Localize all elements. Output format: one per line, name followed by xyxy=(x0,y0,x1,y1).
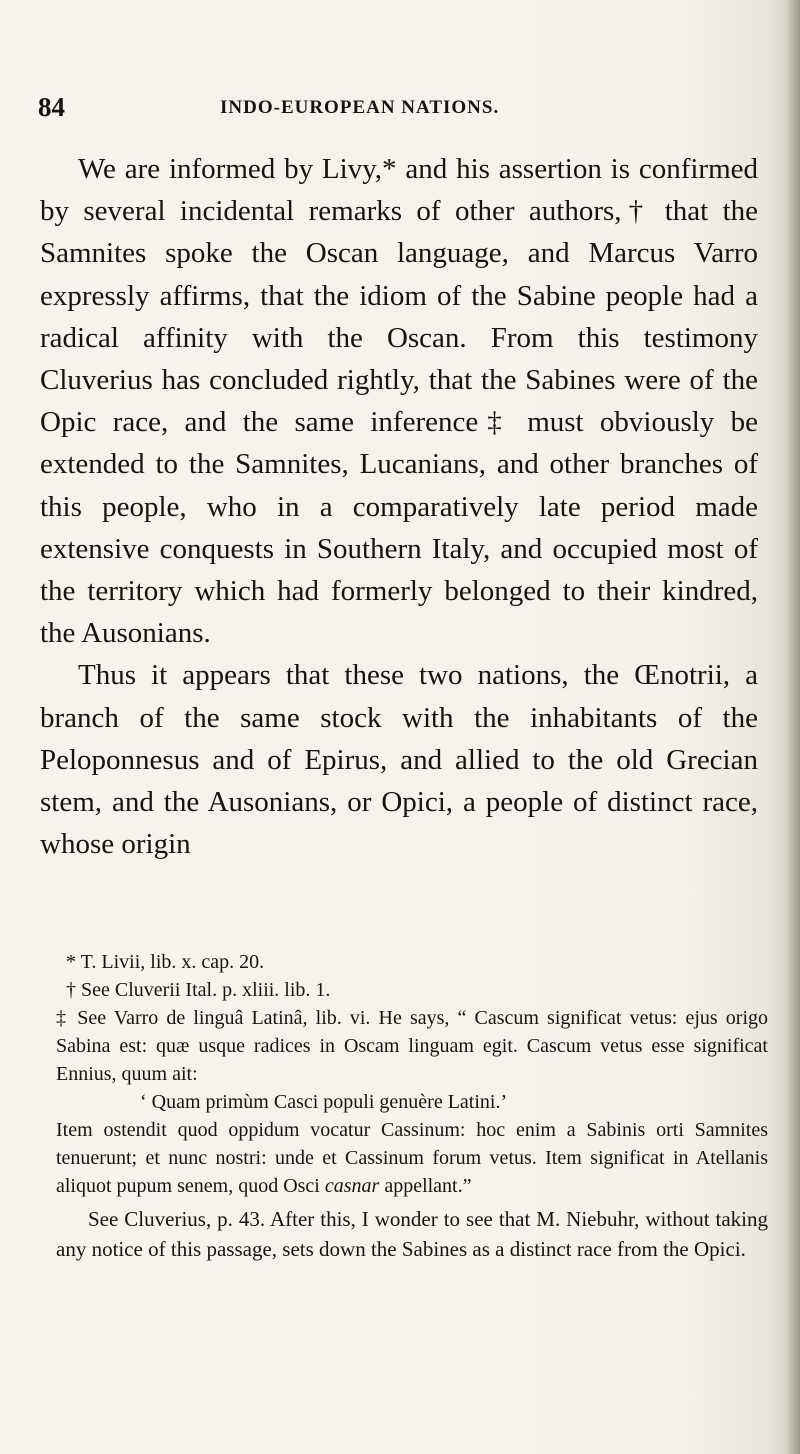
footnote-text: Item ostendit quod oppidum vocatur Cassinum: hoc enim a Sabinis orti Samnites tenuerunt; et nunc nostri: unde et Cassinum forum vetus. Item significat in Atellanis aliquot pupum senem, quod Osci xyxy=(56,1119,768,1197)
page-edge-shadow xyxy=(786,0,800,1454)
footnote-cluverius: † See Cluverii Ital. p. xliii. lib. 1. xyxy=(66,979,331,1001)
footnote-see-cluverius: See Cluverius, p. 43. After this, I wonder to see that M. Niebuhr, without taking any notice of this passage, sets down the Sabines as a distinct race from the Opici. xyxy=(56,1207,768,1261)
paragraph: We are informed by Livy,* and his assertion is confirmed by several incidental remarks of other authors,† that the Samnites spoke the Oscan language, and Marcus Varro expressly affirms, that the idiom of the Sabine people had a radical affinity with the Oscan. From this testimony Cluverius has concluded rightly, that the Sabines were of the Opic race, and the same inference‡ must obviously be extended to the Samnites, Lucanians, and other branches of this people, who in a comparatively late period made extensive conquests in Southern Italy, and occupied most of the territory which had formerly belonged to their kindred, the Ausonians. xyxy=(40,153,758,650)
footnote-varro-continued xyxy=(56,1116,768,1200)
running-head: INDO-EUROPEAN NATIONS. xyxy=(220,97,500,118)
page-header xyxy=(38,92,758,122)
footnote-italic-word: casnar xyxy=(324,1175,380,1197)
footnote-text: appellant.” xyxy=(384,1175,472,1197)
main-text xyxy=(40,148,758,865)
footnote-livy: * T. Livii, lib. x. cap. 20. xyxy=(66,951,265,973)
footnotes xyxy=(56,948,768,1264)
page-number: 84 xyxy=(38,92,65,122)
paragraph: Thus it appears that these two nations, the Œnotrii, a branch of the same stock with the inhabitants of the Peloponnesus and of Epirus, and allied to the old Grecian stem, and the Ausonians, or Opici, a people of distinct race, whose origin xyxy=(40,659,758,861)
footnote-varro: ‡ See Varro de linguâ Latinâ, lib. vi. He says, “ Cascum significat vetus: ejus origo Sabina est: quæ usque radices in Oscam linguam egit. Cascum vetus esse significat Ennius, quum ait: xyxy=(56,1007,768,1085)
footnote-quote: ‘ Quam primùm Casci populi genuère Latini.’ xyxy=(140,1091,508,1113)
